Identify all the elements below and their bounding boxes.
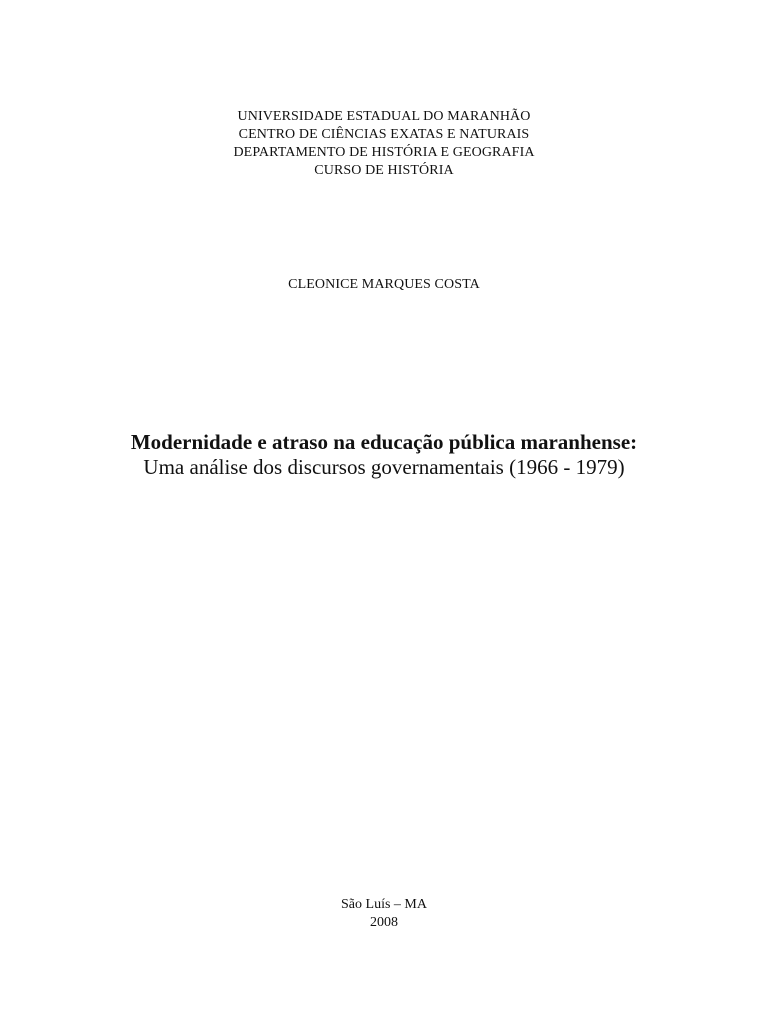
center-name: CENTRO DE CIÊNCIAS EXATAS E NATURAIS: [238, 127, 530, 142]
document-title: [0, 429, 768, 479]
publication-year: 2008: [370, 915, 398, 930]
institution-header: [0, 108, 768, 180]
title-main: Modernidade e atraso na educação pública maranhense:: [130, 430, 638, 454]
title-subtitle: Uma análise dos discursos governamentais (1966 - 1979): [143, 455, 625, 479]
department-name: DEPARTAMENTO DE HISTÓRIA E GEOGRAFIA: [233, 145, 535, 160]
author-name: CLEONICE MARQUES COSTA: [288, 277, 480, 292]
publication-info: [0, 896, 768, 932]
university-name: UNIVERSIDADE ESTADUAL DO MARANHÃO: [237, 109, 531, 124]
course-name: CURSO DE HISTÓRIA: [314, 163, 454, 178]
publication-location: São Luís – MA: [341, 897, 427, 912]
